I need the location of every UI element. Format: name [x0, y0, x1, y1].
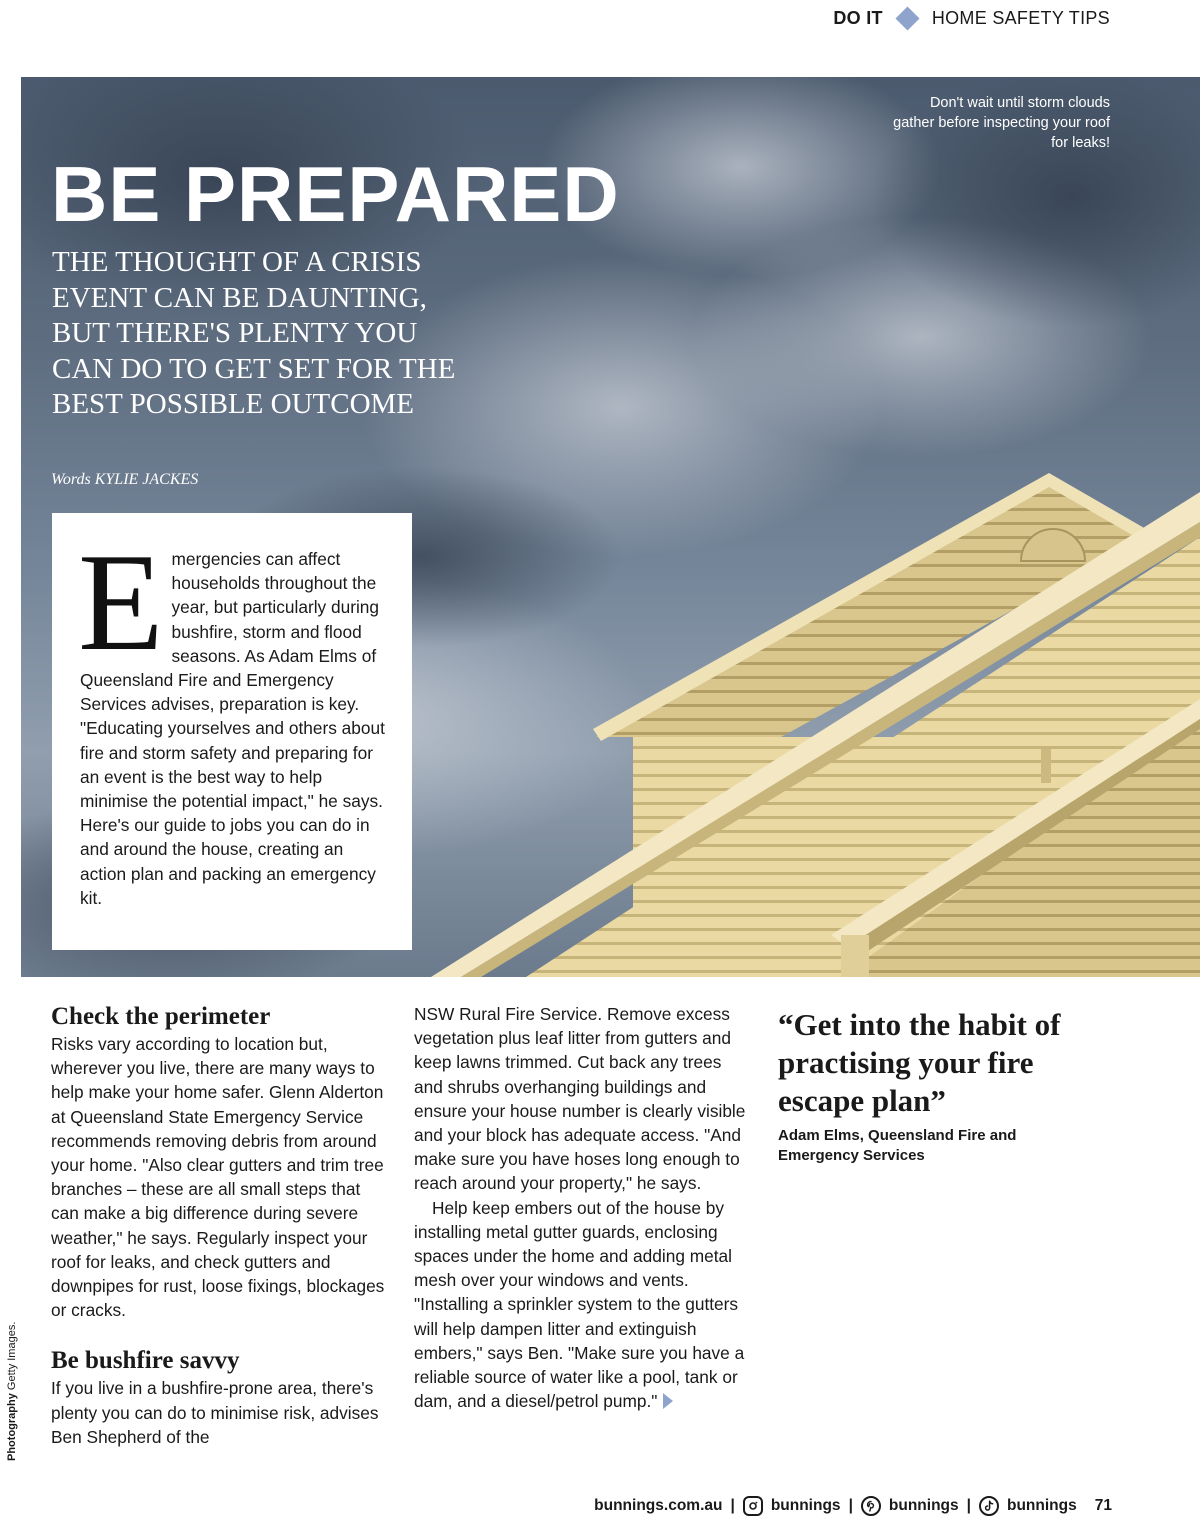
photo-credit: [6, 1321, 18, 1461]
standfirst: THE THOUGHT OF A CRISIS EVENT CAN BE DAUNTING, BUT THERE'S PLENTY YOU CAN DO TO GET SET FOR THE BEST POSSIBLE OUTCOME: [52, 246, 456, 421]
byline-name: KYLIE JACKES: [94, 471, 199, 488]
footer-instagram[interactable]: bunnings: [770, 1497, 841, 1514]
byline: [51, 471, 198, 489]
tiktok-icon: [979, 1496, 999, 1516]
body-column2-para2: [414, 1196, 752, 1414]
drop-cap: E: [78, 525, 164, 680]
footer-separator: |: [966, 1497, 971, 1514]
footer-tiktok[interactable]: bunnings: [1007, 1497, 1077, 1514]
footer-website[interactable]: bunnings.com.au: [594, 1497, 723, 1514]
intro-text: mergencies can affect households throughout the year, but particularly during bushfire, storm and flood seasons. As Adam Elms of Queensland Fire and Emergency Services advises, preparation is key. "Educating yourselves and others about fire and storm safety and preparing for an event is the best way to help minimise the potential impact," he says. Here's our guide to jobs you can do in and around the house, creating an action plan and packing an emergency kit.: [80, 549, 385, 908]
photo-credit-source: Getty Images.: [6, 1321, 18, 1391]
running-header: [833, 8, 1110, 29]
column-2: [414, 1002, 752, 1413]
body-perimeter: Risks vary according to location but, wherever you live, there are many ways to help make your home safer. Glenn Alderton at Queensland State Emergency Service recommends removing debris from around your home. "Also clear gutters and trim tree branches – these are all small steps that can make a big difference during severe weather," he says. Regularly inspect your roof for leaks, and check gutters and downpipes for rust, loose fixings, blockages or cracks.: [51, 1034, 385, 1321]
footer: [594, 1496, 1112, 1516]
column-1: [51, 1002, 386, 1449]
intro-paragraph: [78, 525, 388, 910]
hero-image: [21, 77, 1200, 977]
subhead-bushfire: Be bushfire savvy: [51, 1347, 240, 1375]
byline-label: Words: [51, 471, 91, 488]
footer-separator: |: [730, 1497, 735, 1514]
end-mark-icon: [663, 1393, 673, 1409]
intro-box: [52, 513, 412, 950]
photo-caption: Don't wait until storm clouds gather before inspecting your roof for leaks!: [893, 95, 1110, 151]
pull-quote: “Get into the habit of practising your fire escape plan”: [778, 1007, 1061, 1118]
footer-separator: |: [848, 1497, 853, 1514]
subhead-perimeter: Check the perimeter: [51, 1003, 271, 1030]
pinterest-icon: [861, 1496, 881, 1516]
footer-pinterest[interactable]: bunnings: [888, 1497, 959, 1514]
photo-credit-label: Photography: [6, 1393, 18, 1461]
section-label: DO IT: [833, 8, 883, 28]
topic-label: HOME SAFETY TIPS: [931, 8, 1110, 28]
body-column2-para2-text: Help keep embers out of the house by installing metal gutter guards, enclosing spaces under the home and adding metal mesh over your windows and vents. "Installing a sprinkler system to the gutters will help dampen litter and extinguish embers," says Ben. "Make sure you have a reliable source of water like a pool, tank or dam, and a diesel/petrol pump.": [414, 1197, 745, 1412]
body-column2-para1: NSW Rural Fire Service. Remove excess vegetation plus leaf litter from gutters and keep lawns trimmed. Cut back any trees and shrubs overhanging buildings and ensure your house number is clearly visible and your block has adequate access. "And make sure you have hoses long enough to reach around your property," he says.: [414, 1004, 746, 1194]
diamond-icon: [895, 6, 919, 30]
pull-quote-attribution: Adam Elms, Queensland Fire and Emergency Services: [778, 1127, 1017, 1164]
instagram-icon: [743, 1496, 763, 1516]
page-number: 71: [1094, 1497, 1112, 1514]
body-bushfire: If you live in a bushfire-prone area, there's plenty you can do to minimise risk, advises Ben Shepherd of the: [51, 1378, 379, 1447]
page-title: BE PREPARED: [51, 150, 620, 238]
pull-quote-column: [778, 1002, 1078, 1166]
